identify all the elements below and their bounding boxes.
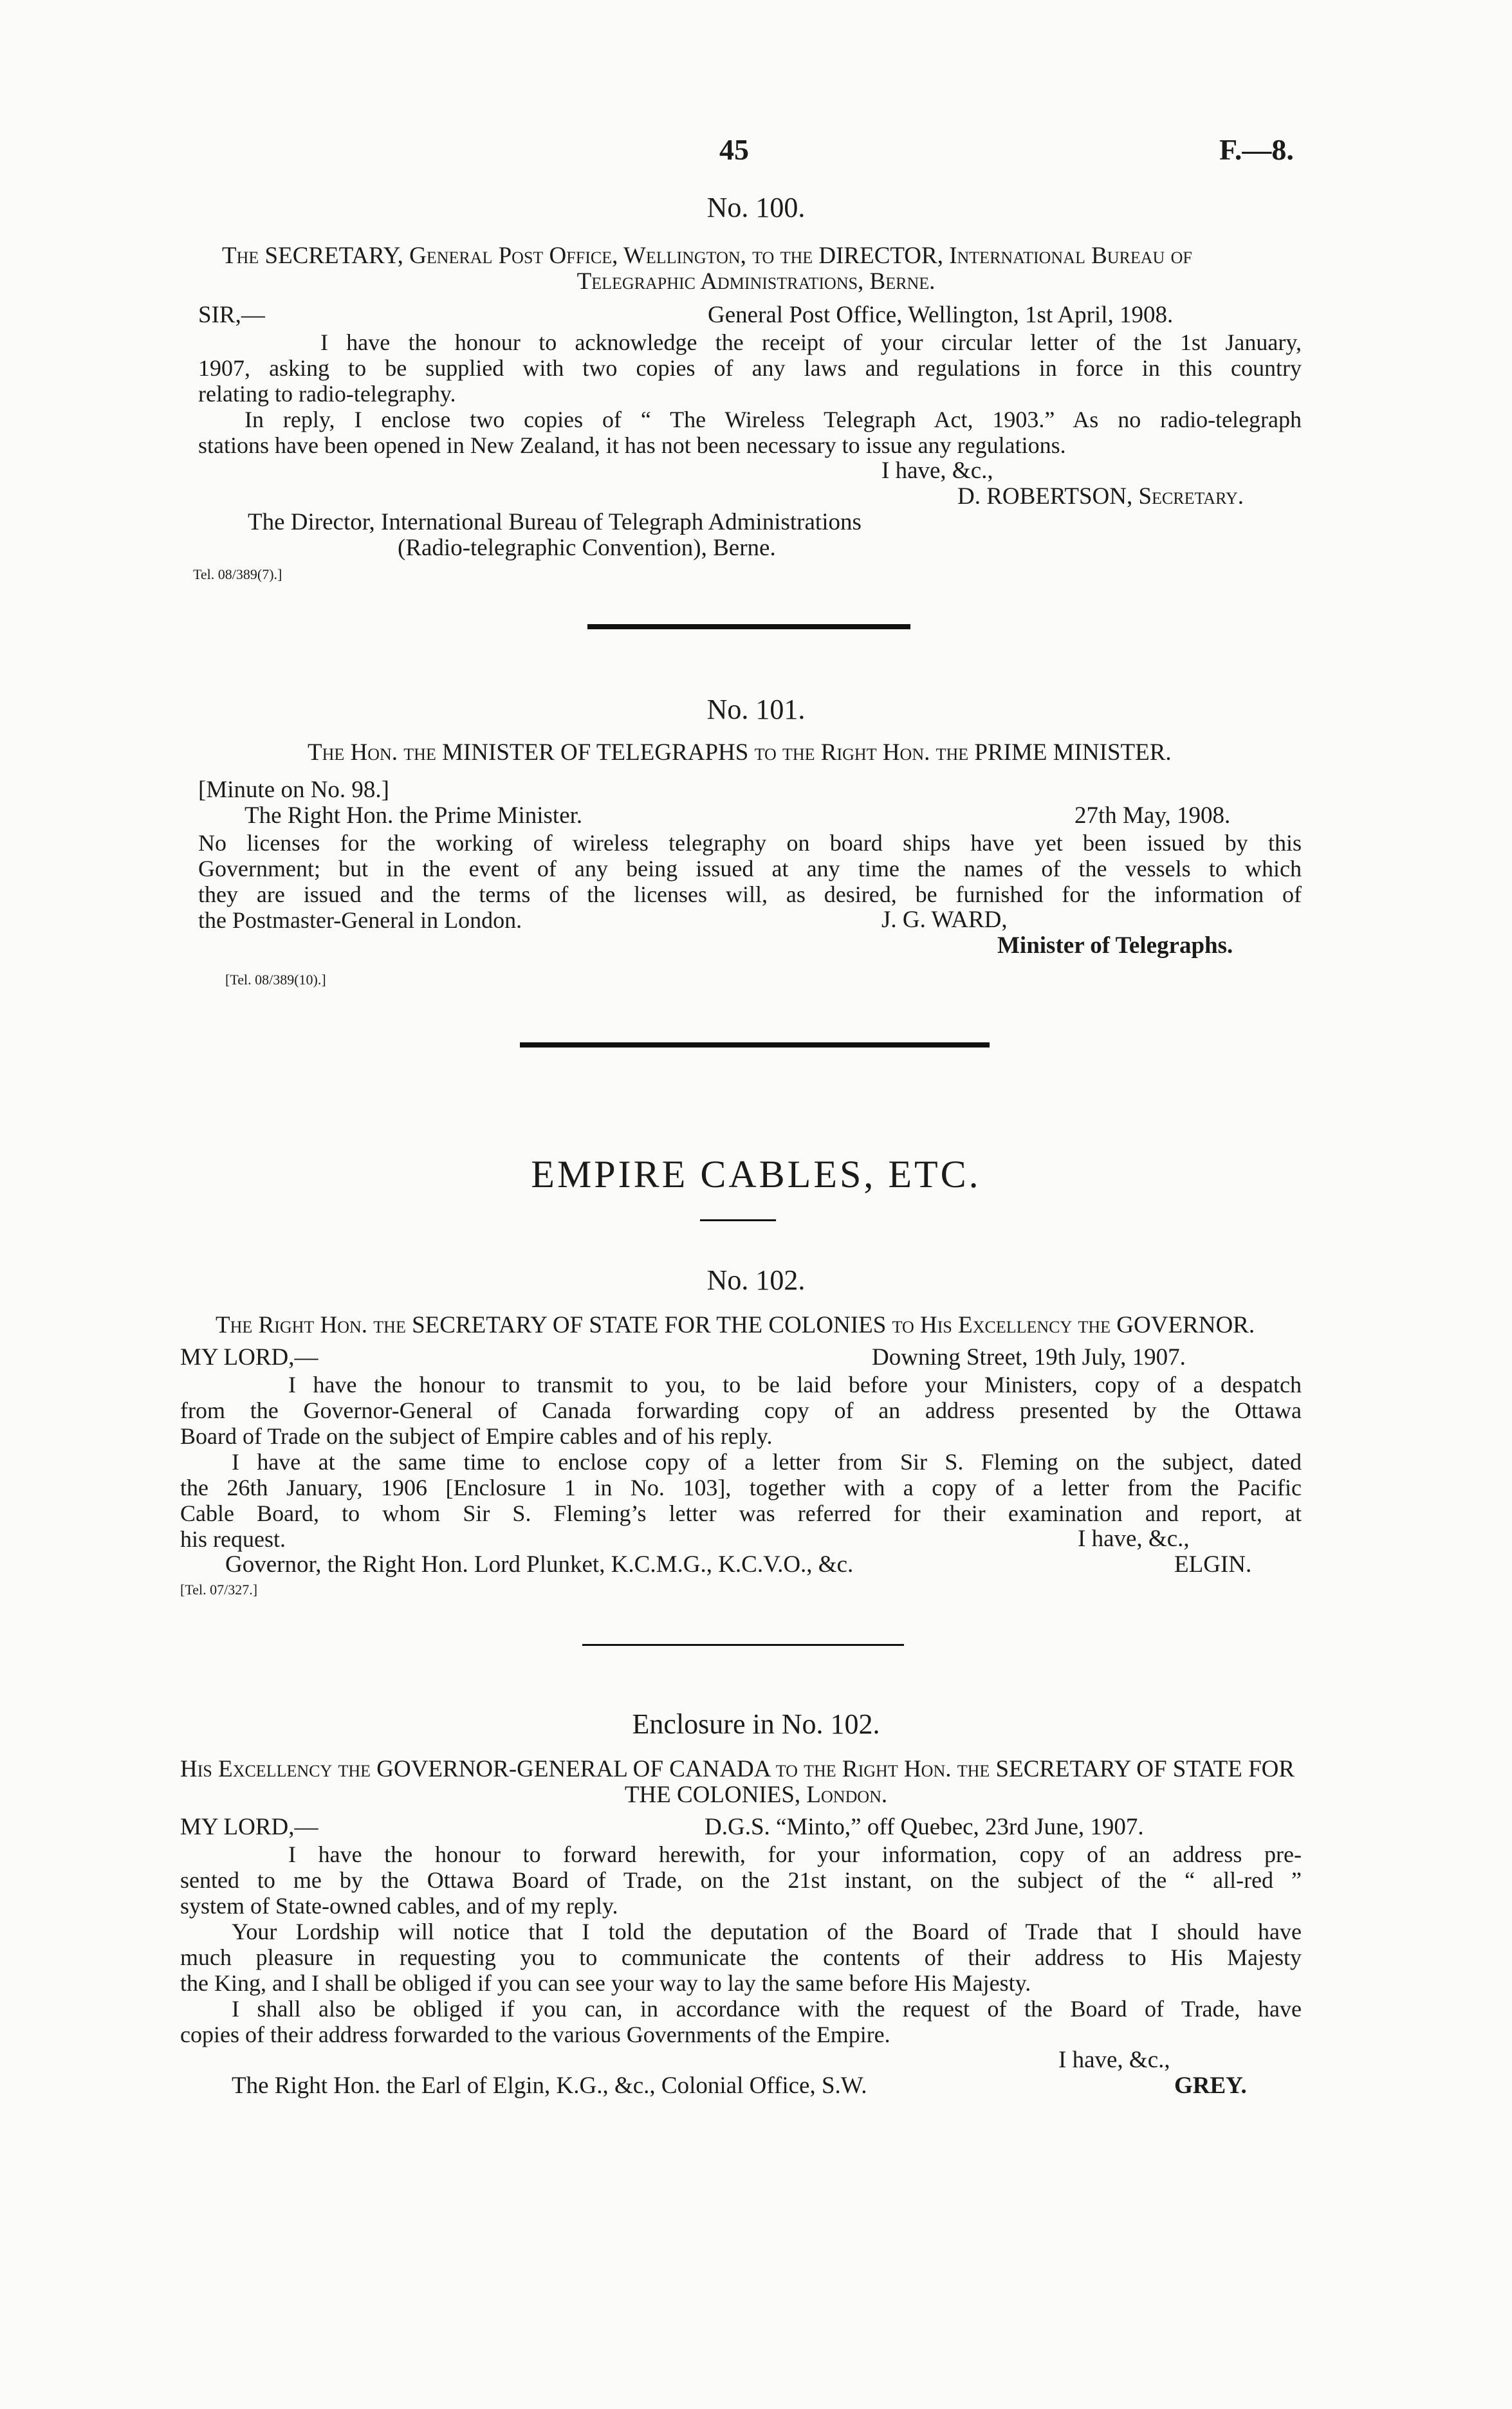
enclosure-paragraph-3-line-1: I shall also be obliged if you can, in accordance with the request of the Board of Trade, have [232, 1996, 1302, 2022]
letter-100-address-line-1: The SECRETARY, General Post Office, Wellington, to the DIRECTOR, International Bureau of [222, 243, 1192, 269]
enclosure-address-line-2: THE COLONIES, London. [624, 1782, 888, 1808]
enclosure-salutation: MY LORD,— [180, 1814, 318, 1840]
letter-100-signature: D. ROBERTSON, Secretary. [957, 483, 1244, 510]
letter-101-signer: J. G. WARD, [881, 907, 1008, 933]
letter-101-addressee: The Right Hon. the Prime Minister. [244, 802, 583, 829]
letter-101-heading: No. 101. [706, 694, 806, 725]
letter-102-recipient: Governor, the Right Hon. Lord Plunket, K.C.M.G., K.C.V.O., &c. [225, 1551, 854, 1578]
enclosure-recipient: The Right Hon. the Earl of Elgin, K.G., &c., Colonial Office, S.W. [232, 2072, 867, 2099]
letter-100-address-line-2: Telegraphic Administrations, Berne. [576, 268, 936, 295]
letter-102-paragraph-2-line-1: I have at the same time to enclose copy of a letter from Sir S. Fleming on the subject, dated [232, 1449, 1302, 1475]
letter-100-place-date: General Post Office, Wellington, 1st April, 1908. [708, 302, 1174, 328]
enclosure-address-line-1: His Excellency the GOVERNOR-GENERAL OF CANADA to the Right Hon. the SECRETARY OF STATE FOR [180, 1756, 1295, 1782]
title-underline [700, 1219, 776, 1221]
letter-101-minute: [Minute on No. 98.] [198, 777, 389, 803]
letter-102-paragraph-2-line-3: Cable Board, to whom Sir S. Fleming’s letter was referred for their examination and report, at [180, 1500, 1302, 1526]
letter-100-salutation: SIR,— [198, 302, 265, 328]
letter-100-paragraph-1-line-2: 1907, asking to be supplied with two copies of any laws and regulations in force in this country [198, 355, 1302, 381]
letter-102-file-reference: [Tel. 07/327.] [180, 1582, 258, 1598]
letter-101-signer-title: Minister of Telegraphs. [997, 932, 1233, 959]
letter-100-paragraph-1-line-1: I have the honour to acknowledge the receipt of your circular letter of the 1st January, [320, 329, 1302, 355]
letter-102-signature: ELGIN. [1174, 1551, 1252, 1578]
letter-101-body-line-2: Government; but in the event of any being issued at any time the names of the vessels to which [198, 856, 1302, 881]
letter-101-address: The Hon. the MINISTER OF TELEGRAPHS to the Right Hon. the PRIME MINISTER. [308, 739, 1172, 766]
enclosure-paragraph-2-line-2: much pleasure in requesting you to communicate the contents of their address to His Majesty [180, 1944, 1302, 1970]
letter-101-body-line-4: the Postmaster-General in London. [198, 907, 522, 933]
enclosure-paragraph-3-line-2: copies of their address forwarded to the various Governments of the Empire. [180, 2022, 890, 2047]
letter-102-place-date: Downing Street, 19th July, 1907. [872, 1344, 1186, 1371]
enclosure-place-date: D.G.S. “Minto,” off Quebec, 23rd June, 1907. [705, 1814, 1144, 1840]
enclosure-paragraph-1-line-1: I have the honour to forward herewith, for your information, copy of an address pre- [288, 1841, 1302, 1867]
enclosure-close: I have, &c., [1058, 2047, 1170, 2073]
page-reference: F.—8. [1219, 133, 1294, 166]
letter-100-paragraph-2-line-2: stations have been opened in New Zealand, it has not been necessary to issue any regulations. [198, 432, 1066, 458]
letter-100-heading: No. 100. [706, 192, 806, 223]
enclosure-paragraph-2-line-3: the King, and I shall be obliged if you can see your way to lay the same before His Majesty. [180, 1970, 1031, 1996]
letter-102-paragraph-1-line-3: Board of Trade on the subject of Empire cables and of his reply. [180, 1423, 773, 1449]
letter-102-paragraph-1-line-1: I have the honour to transmit to you, to be laid before your Ministers, copy of a despatch [288, 1372, 1302, 1398]
letter-101-date: 27th May, 1908. [1074, 802, 1231, 829]
letter-100-recipient-line-1: The Director, International Bureau of Telegraph Administrations [248, 509, 862, 535]
page-number: 45 [719, 133, 749, 166]
letter-100-paragraph-2-line-1: In reply, I enclose two copies of “ The Wireless Telegraph Act, 1903.” As no radio-telegraph [244, 407, 1302, 432]
letter-101-file-reference: [Tel. 08/389(10).] [225, 972, 326, 988]
enclosure-paragraph-1-line-2: sented to me by the Ottawa Board of Trade, on the 21st instant, on the subject of the “ all-red ” [180, 1867, 1302, 1893]
major-section-divider [520, 1042, 990, 1048]
letter-100-recipient-line-2: (Radio-telegraphic Convention), Berne. [398, 535, 776, 561]
enclosure-heading: Enclosure in No. 102. [632, 1708, 880, 1740]
letter-102-paragraph-2-line-4: his request. [180, 1526, 286, 1552]
section-title: EMPIRE CABLES, ETC. [531, 1153, 981, 1195]
section-divider [587, 624, 910, 629]
letter-101-body-line-3: they are issued and the terms of the licenses will, as desired, be furnished for the information of [198, 881, 1302, 907]
letter-100-file-reference: Tel. 08/389(7).] [193, 566, 282, 582]
letter-102-paragraph-1-line-2: from the Governor-General of Canada forwarding copy of an address presented by the Ottawa [180, 1398, 1302, 1423]
letter-100-paragraph-1-line-3: relating to radio-telegraphy. [198, 381, 456, 407]
enclosure-divider [582, 1644, 904, 1646]
letter-102-close: I have, &c., [1078, 1526, 1190, 1552]
letter-100-close: I have, &c., [881, 457, 993, 484]
letter-102-paragraph-2-line-2: the 26th January, 1906 [Enclosure 1 in No. 103], together with a copy of a letter from the Pacific [180, 1475, 1302, 1500]
enclosure-signature: GREY. [1174, 2072, 1247, 2099]
enclosure-paragraph-1-line-3: system of State-owned cables, and of my reply. [180, 1893, 618, 1919]
letter-101-body-line-1: No licenses for the working of wireless telegraphy on board ships have yet been issued by this [198, 830, 1302, 856]
letter-102-address: The Right Hon. the SECRETARY OF STATE FOR THE COLONIES to His Excellency the GOVERNOR. [216, 1312, 1255, 1338]
letter-102-heading: No. 102. [706, 1264, 806, 1296]
enclosure-paragraph-2-line-1: Your Lordship will notice that I told the deputation of the Board of Trade that I should have [232, 1919, 1302, 1944]
letter-102-salutation: MY LORD,— [180, 1344, 318, 1371]
